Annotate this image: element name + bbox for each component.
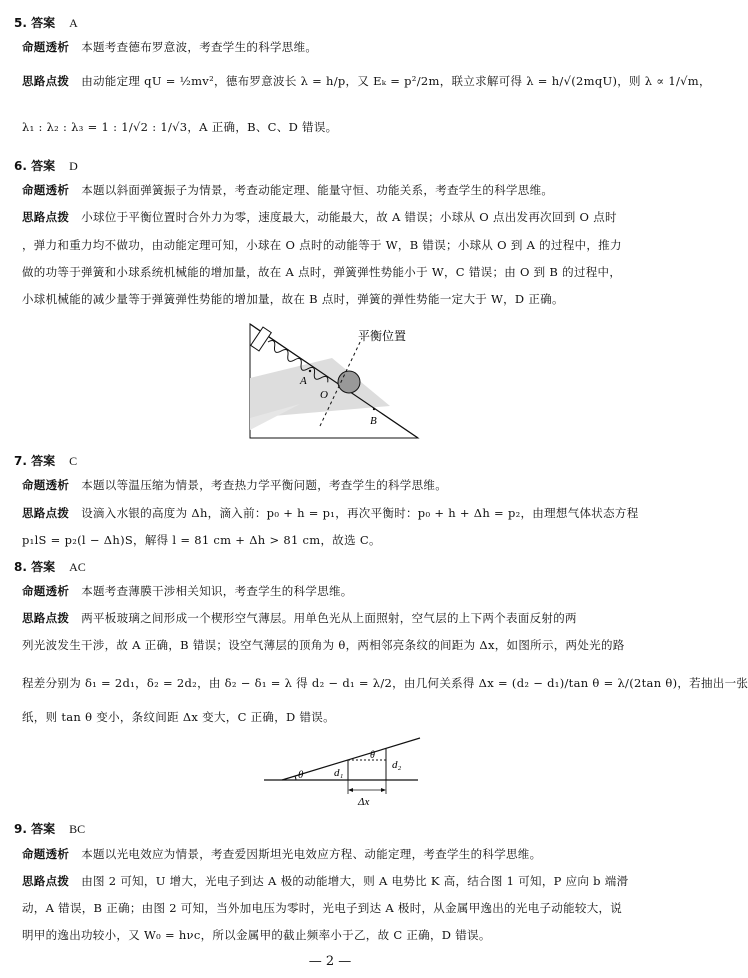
q7-intent	[22, 476, 650, 494]
q8-answer: AC	[69, 560, 86, 574]
d1-label: d₁	[334, 767, 344, 779]
q5-solution-1	[22, 72, 711, 90]
q6-solution-text-3: 做的功等于弹簧和小球系统机械能的增加量，故在 A 点时，弹簧弹性势能小于 W，C 错误；由 O 到 B 的过程中，	[22, 265, 622, 279]
q5-intent-text: 本题考查德布罗意波，考查学生的科学思维。	[81, 40, 318, 54]
q6-solution-text-4: 小球机械能的减少量等于弹簧弹性势能的增加量，故在 B 点时，弹簧的弹性势能一定大于 W，D 正确。	[22, 292, 564, 306]
q7-solution-tag: 思路点拨	[22, 506, 70, 520]
q6-solution-tag: 思路点拨	[22, 210, 70, 224]
point-B-dot	[373, 408, 375, 410]
q5-number: 5. 答案	[14, 16, 56, 30]
dx-label: Δx	[358, 796, 370, 808]
q9-number: 9. 答案	[14, 822, 56, 836]
point-B-label: B	[370, 415, 377, 427]
q9-answer: BC	[69, 822, 86, 836]
q9-solution-text-1: 由图 2 可知，U 增大，光电子到达 A 极的动能增大，则 A 电势比 K 高，结合图 1 可知，P 应向 b 端滑	[81, 874, 629, 888]
q8-intent-text: 本题考查薄膜干涉相关知识，考查学生的科学思维。	[81, 584, 353, 598]
q8-intent-tag: 命题透析	[22, 584, 70, 598]
q8-solution-text-4: 纸，则 tan θ 变小，条纹间距 Δx 变大，C 正确，D 错误。	[22, 710, 335, 724]
q8-solution-3	[22, 674, 748, 692]
theta-label-1: θ	[298, 769, 304, 781]
q9-intent-tag: 命题透析	[22, 847, 70, 861]
q5-solution-text-1: 由动能定理 qU = ½mv²，德布罗意波长 λ = h/p，又 Eₖ = p²/2m，联立求解可得 λ = h/√(2mqU)，则 λ ∝ 1/√m，	[81, 74, 711, 88]
d2-label: d₂	[392, 759, 402, 771]
point-O-label: O	[320, 389, 328, 401]
q6-intent	[22, 181, 650, 199]
q6-answer: D	[69, 159, 78, 173]
q6-incline-figure	[240, 318, 420, 440]
dx-arrowhead-left	[348, 788, 353, 792]
q9-solution-tag: 思路点拨	[22, 874, 70, 888]
q6-intent-tag: 命题透析	[22, 183, 70, 197]
q7-solution-text-2: p₁lS = p₂(l − Δh)S，解得 l = 81 cm + Δh > 81 cm，故选 C。	[22, 533, 381, 547]
q9-solution-3	[22, 926, 650, 944]
q8-solution-tag: 思路点拨	[22, 611, 70, 625]
point-A-label: A	[300, 375, 307, 387]
q7-intent-text: 本题以等温压缩为情景，考查热力学平衡问题，考查学生的科学思维。	[81, 478, 447, 492]
q8-solution-4	[22, 708, 650, 726]
q5-solution-text-2: λ₁ : λ₂ : λ₃ = 1 : 1/√2 : 1/√3，A 正确，B、C、D 错误。	[22, 120, 338, 134]
q8-intent	[22, 582, 650, 600]
page-number: — 2 —	[308, 954, 352, 969]
q9-solution-text-2: 动，A 错误，B 正确；由图 2 可知，当外加电压为零时，光电子到达 A 极时，从金属甲逸出的光电子动能较大，说	[22, 901, 623, 915]
q5-header	[14, 14, 78, 31]
q5-solution-tag: 思路点拨	[22, 74, 70, 88]
q9-solution-1	[22, 872, 650, 890]
q6-solution-text-1: 小球位于平衡位置时合外力为零，速度最大，动能最大，故 A 错误；小球从 O 点出发再次回到 O 点时	[81, 210, 617, 224]
q7-solution-2	[22, 531, 650, 549]
point-A-dot	[309, 370, 311, 372]
q7-intent-tag: 命题透析	[22, 478, 70, 492]
q8-number: 8. 答案	[14, 560, 56, 574]
q9-solution-text-3: 明甲的逸出功较小，又 W₀ = hνc，所以金属甲的截止频率小于乙，故 C 正确，D 错误。	[22, 928, 491, 942]
q5-answer: A	[69, 16, 78, 30]
q6-solution-text-2: ，弹力和重力均不做功，由动能定理可知，小球在 O 点时的动能等于 W，B 错误；小球从 O 到 A 的过程中，推力	[22, 238, 622, 252]
q9-intent	[22, 845, 650, 863]
q6-solution-1	[22, 208, 650, 226]
q8-solution-1	[22, 609, 650, 627]
q5-intent-tag: 命题透析	[22, 40, 70, 54]
q8-solution-text-2: 列光波发生干涉，故 A 正确，B 错误；设空气薄层的顶角为 θ，两相邻亮条纹的间距为 Δx，如图所示，两处光的路	[22, 638, 625, 652]
q8-solution-text-3: 程差分别为 δ₁ = 2d₁，δ₂ = 2d₂，由 δ₂ − δ₁ = λ 得 d₂ − d₁ = λ/2，由几何关系得 Δx = (d₂ − d₁)/tan θ = λ/(2tan θ)，若抽出一张	[22, 676, 748, 690]
q7-header	[14, 452, 77, 469]
equilibrium-label: 平衡位置	[358, 329, 407, 343]
q9-solution-2	[22, 899, 650, 917]
q7-answer: C	[69, 454, 78, 468]
q8-header	[14, 558, 86, 575]
q6-solution-4	[22, 290, 650, 308]
q9-intent-text: 本题以光电效应为情景，考查爱因斯坦光电效应方程、动能定理，考查学生的科学思维。	[81, 847, 542, 861]
q7-number: 7. 答案	[14, 454, 56, 468]
q5-solution-2	[22, 118, 650, 136]
q8-wedge-figure	[262, 730, 422, 810]
q9-header	[14, 820, 85, 837]
q6-solution-2	[22, 236, 650, 254]
q6-number: 6. 答案	[14, 159, 56, 173]
q7-solution-text-1: 设滴入水银的高度为 Δh，滴入前：p₀ + h = p₁，再次平衡时：p₀ + h + Δh = p₂，由理想气体状态方程	[81, 506, 639, 520]
theta-label-2: θ	[370, 750, 375, 761]
q8-solution-2	[22, 636, 650, 654]
q8-solution-text-1: 两平板玻璃之间形成一个楔形空气薄层。用单色光从上面照射，空气层的上下两个表面反射的两	[81, 611, 577, 625]
q6-solution-3	[22, 263, 650, 281]
dx-arrowhead-right	[381, 788, 386, 792]
q7-solution-1	[22, 504, 650, 522]
q6-intent-text: 本题以斜面弹簧振子为情景，考查动能定理、能量守恒、功能关系，考查学生的科学思维。	[81, 183, 554, 197]
q5-intent	[22, 38, 650, 56]
q6-header	[14, 157, 78, 174]
